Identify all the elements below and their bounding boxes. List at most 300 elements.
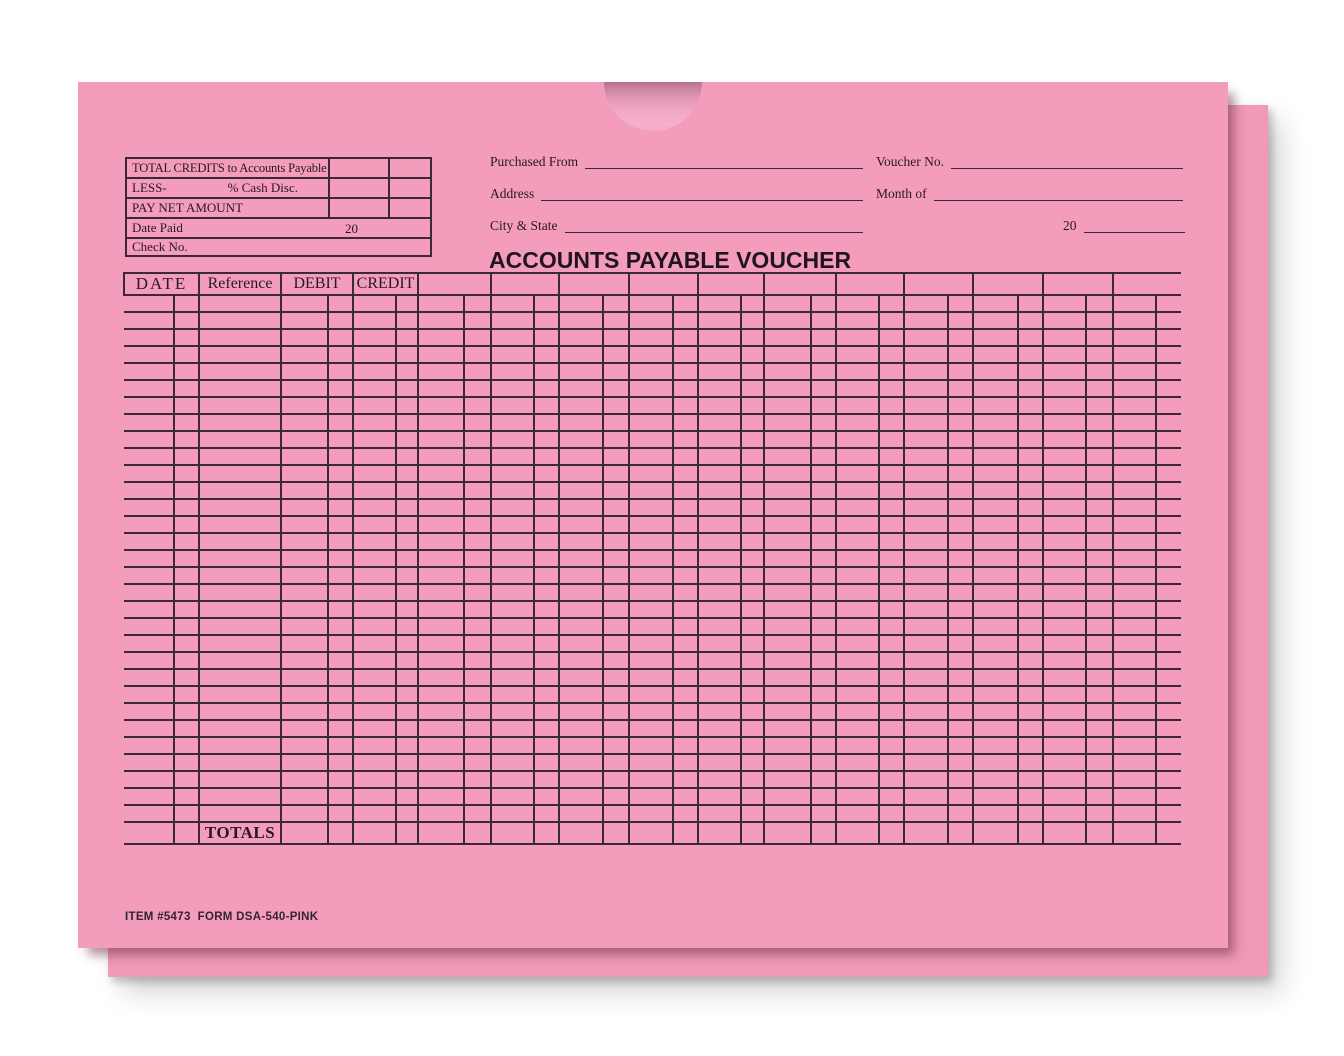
ledger-cell [904, 567, 948, 584]
ledger-cell [673, 805, 698, 822]
ledger-cell [879, 635, 904, 652]
ledger-cell [811, 516, 836, 533]
ledger-cell [124, 397, 174, 414]
ledger-cell [698, 380, 741, 397]
ledger-cell [1156, 771, 1181, 788]
ledger-cell [698, 482, 741, 499]
ledger-cell [904, 295, 948, 312]
ledger-cell [1113, 431, 1156, 448]
ledger-cell [396, 363, 418, 380]
ledger-cell [559, 380, 603, 397]
ledger-cell [464, 601, 491, 618]
ledger-cell [464, 720, 491, 737]
ledger-cell [1043, 720, 1086, 737]
ledger-row [124, 312, 1181, 329]
ledger-cell [673, 788, 698, 805]
ledger-cell [418, 788, 464, 805]
ledger-cell [698, 312, 741, 329]
ledger-cell [1018, 363, 1043, 380]
ledger-cell [973, 499, 1018, 516]
ledger-cell [973, 822, 1018, 844]
ledger-cell [948, 312, 973, 329]
ledger-cell [673, 448, 698, 465]
ledger-cell [199, 295, 281, 312]
ledger-cell [629, 652, 673, 669]
ledger-cell [174, 584, 199, 601]
ledger-header-blank [836, 273, 904, 295]
ledger-cell [1018, 295, 1043, 312]
ledger-cell [1086, 584, 1113, 601]
ledger-cell [174, 346, 199, 363]
ledger-header-blank [904, 273, 973, 295]
ledger-cell [199, 346, 281, 363]
ledger-cell [904, 329, 948, 346]
ledger-cell [973, 703, 1018, 720]
ledger-cell [836, 771, 879, 788]
ledger-cell [491, 771, 534, 788]
ledger-header-blank [973, 273, 1043, 295]
ledger-cell [1018, 499, 1043, 516]
ledger-cell [1086, 635, 1113, 652]
ledger-cell [1156, 618, 1181, 635]
ledger-cell [879, 686, 904, 703]
ledger-row [124, 618, 1181, 635]
ledger-cell [396, 431, 418, 448]
ledger-cell [1043, 754, 1086, 771]
ledger-cell [1113, 363, 1156, 380]
ledger-cell [464, 414, 491, 431]
ledger-cell [534, 567, 559, 584]
ledger-cell [353, 550, 396, 567]
ledger-cell [904, 669, 948, 686]
ledger-cell [1113, 686, 1156, 703]
ledger-cell [603, 533, 629, 550]
ledger-cell [174, 771, 199, 788]
ledger-cell [948, 618, 973, 635]
ledger-cell [741, 771, 764, 788]
ledger-cell [124, 635, 174, 652]
ledger-cell [534, 737, 559, 754]
ledger-cell [418, 669, 464, 686]
ledger-cell [904, 703, 948, 720]
ledger-cell [174, 465, 199, 482]
ledger-cell [534, 720, 559, 737]
ledger-cell [559, 618, 603, 635]
date-paid-cell [126, 218, 431, 238]
ledger-cell [534, 482, 559, 499]
ledger-cell [174, 805, 199, 822]
ledger-cell [353, 380, 396, 397]
ledger-cell [764, 652, 811, 669]
ledger-cell [673, 329, 698, 346]
ledger-cell [559, 448, 603, 465]
cash-disc-label: % Cash Disc. [227, 180, 298, 195]
ledger-cell [1018, 618, 1043, 635]
ledger-cell [673, 618, 698, 635]
page-title: ACCOUNTS PAYABLE VOUCHER [489, 247, 852, 273]
envelope-front [78, 82, 1228, 948]
ledger-cell [534, 822, 559, 844]
ledger-cell [328, 822, 353, 844]
ledger-cell [879, 346, 904, 363]
ledger-cell [741, 329, 764, 346]
ledger-cell [396, 567, 418, 584]
ledger-cell [811, 737, 836, 754]
ledger-cell [1043, 703, 1086, 720]
ledger-cell [328, 771, 353, 788]
ledger-header-blank [418, 273, 491, 295]
city-state-field [490, 216, 863, 233]
ledger-cell [904, 788, 948, 805]
ledger-cell [418, 822, 464, 844]
ledger-cell [1086, 431, 1113, 448]
ledger-cell [328, 567, 353, 584]
ledger-cell [811, 499, 836, 516]
ledger-totals-row [124, 822, 1181, 844]
ledger-cell [1018, 754, 1043, 771]
ledger-cell [396, 482, 418, 499]
ledger-cell [904, 652, 948, 669]
ledger-cell [559, 584, 603, 601]
ledger-cell [811, 635, 836, 652]
ledger-cell [698, 363, 741, 380]
ledger-cell [811, 295, 836, 312]
ledger-cell [836, 686, 879, 703]
ledger-cell [1018, 669, 1043, 686]
ledger-cell [1086, 788, 1113, 805]
ledger-cell [559, 312, 603, 329]
ledger-cell [1086, 346, 1113, 363]
ledger-cell [464, 754, 491, 771]
ledger-cell [353, 431, 396, 448]
ledger-cell [764, 754, 811, 771]
ledger-cell [328, 329, 353, 346]
ledger-cell [948, 788, 973, 805]
ledger-cell [464, 703, 491, 720]
ledger-cell [973, 295, 1018, 312]
ledger-cell [559, 652, 603, 669]
ledger-cell [174, 618, 199, 635]
ledger-cell [174, 686, 199, 703]
ledger-cell [603, 329, 629, 346]
ledger-cell [836, 448, 879, 465]
ledger-cell [1156, 414, 1181, 431]
ledger-cell [1113, 414, 1156, 431]
ledger-cell [174, 516, 199, 533]
ledger-cell [281, 516, 328, 533]
ledger-cell [764, 499, 811, 516]
ledger-cell [1156, 363, 1181, 380]
ledger-cell [603, 431, 629, 448]
ledger-cell [879, 465, 904, 482]
ledger-cell [904, 397, 948, 414]
ledger-cell [124, 788, 174, 805]
ledger-cell [1043, 652, 1086, 669]
ledger-cell [673, 771, 698, 788]
ledger-cell [879, 329, 904, 346]
ledger-cell [603, 414, 629, 431]
ledger-row [124, 295, 1181, 312]
ledger-cell [396, 822, 418, 844]
ledger-cell [879, 482, 904, 499]
ledger-cell [534, 346, 559, 363]
ledger-cell [1113, 720, 1156, 737]
ledger-cell [741, 482, 764, 499]
ledger-cell [328, 465, 353, 482]
ledger-cell [396, 329, 418, 346]
ledger-cell [1086, 771, 1113, 788]
ledger-cell [534, 669, 559, 686]
ledger-cell [836, 329, 879, 346]
ledger-cell [603, 516, 629, 533]
ledger-cell [603, 550, 629, 567]
ledger-cell [396, 618, 418, 635]
ledger-cell [1156, 788, 1181, 805]
ledger-cell [418, 550, 464, 567]
ledger-cell [673, 516, 698, 533]
ledger-cell [698, 550, 741, 567]
ledger-cell [1113, 295, 1156, 312]
ledger-cell [1156, 686, 1181, 703]
ledger-cell [836, 669, 879, 686]
ledger-cell [491, 737, 534, 754]
ledger-cell [328, 397, 353, 414]
ledger-cell [464, 380, 491, 397]
ledger-cell [1156, 805, 1181, 822]
ledger-cell [948, 550, 973, 567]
ledger-cell [464, 465, 491, 482]
ledger-row [124, 431, 1181, 448]
ledger-cell [124, 414, 174, 431]
ledger-cell [491, 448, 534, 465]
ledger-cell [603, 380, 629, 397]
ledger-cell [948, 822, 973, 844]
ledger-cell [559, 754, 603, 771]
ledger-cell [904, 448, 948, 465]
ledger-cell [396, 754, 418, 771]
ledger-cell [1086, 499, 1113, 516]
ledger-cell [741, 465, 764, 482]
ledger-cell [174, 601, 199, 618]
ledger-cell [199, 652, 281, 669]
ledger-cell [698, 465, 741, 482]
ledger-cell [281, 788, 328, 805]
ledger-cell [353, 397, 396, 414]
ledger-cell [1156, 635, 1181, 652]
ledger-cell [1043, 516, 1086, 533]
ledger-cell [124, 550, 174, 567]
date-paid-year-prefix: 20 [345, 221, 358, 236]
ledger-cell [174, 448, 199, 465]
ledger-row [124, 465, 1181, 482]
ledger-cell [1018, 465, 1043, 482]
summary-row-date-paid [126, 218, 431, 238]
ledger-cell [559, 295, 603, 312]
ledger-cell [534, 618, 559, 635]
ledger-cell [1018, 329, 1043, 346]
year-field [1063, 216, 1185, 233]
ledger-cell [904, 499, 948, 516]
ledger-cell [1043, 737, 1086, 754]
ledger-cell [464, 652, 491, 669]
ledger-cell [199, 584, 281, 601]
ledger-cell [559, 431, 603, 448]
ledger-cell [879, 669, 904, 686]
ledger-header-blank [764, 273, 836, 295]
ledger-row [124, 363, 1181, 380]
ledger-cell [741, 363, 764, 380]
ledger-cell [879, 652, 904, 669]
ledger-cell [741, 635, 764, 652]
ledger-cell [603, 737, 629, 754]
ledger-cell [418, 346, 464, 363]
ledger-cell [879, 516, 904, 533]
ledger-cell [673, 499, 698, 516]
ledger-cell [904, 686, 948, 703]
ledger-row [124, 788, 1181, 805]
ledger-cell [879, 788, 904, 805]
ledger-cell [124, 601, 174, 618]
ledger-cell [1018, 533, 1043, 550]
ledger-cell [559, 703, 603, 720]
ledger-cell [1113, 788, 1156, 805]
ledger-cell [464, 567, 491, 584]
ledger-cell [973, 805, 1018, 822]
ledger-cell [673, 380, 698, 397]
voucher-no-label: Voucher No. [876, 154, 944, 169]
ledger-cell [764, 312, 811, 329]
ledger-cell [836, 652, 879, 669]
ledger-cell [973, 533, 1018, 550]
ledger-cell [603, 346, 629, 363]
ledger-cell [948, 482, 973, 499]
ledger-cell [698, 414, 741, 431]
ledger-cell [464, 346, 491, 363]
ledger-cell [973, 771, 1018, 788]
ledger-cell [418, 533, 464, 550]
ledger-cell [353, 567, 396, 584]
ledger-cell [281, 805, 328, 822]
ledger-cell [629, 584, 673, 601]
ledger-cell [174, 550, 199, 567]
ledger-cell [534, 601, 559, 618]
ledger-cell [1018, 312, 1043, 329]
ledger-cell [741, 499, 764, 516]
ledger-cell [1086, 414, 1113, 431]
ledger-cell [1043, 380, 1086, 397]
ledger-cell [1113, 822, 1156, 844]
ledger-cell [603, 720, 629, 737]
ledger-cell [879, 414, 904, 431]
ledger-cell [396, 703, 418, 720]
ledger-cell [1113, 703, 1156, 720]
ledger-cell [973, 431, 1018, 448]
ledger-cell [491, 567, 534, 584]
ledger-cell [764, 448, 811, 465]
ledger-cell [491, 703, 534, 720]
ledger-cell [698, 771, 741, 788]
ledger-cell [174, 788, 199, 805]
ledger-cell [328, 499, 353, 516]
ledger-cell [1113, 397, 1156, 414]
ledger-cell [904, 363, 948, 380]
ledger-cell [559, 737, 603, 754]
ledger-cell [879, 822, 904, 844]
ledger-cell [328, 635, 353, 652]
ledger-cell [464, 584, 491, 601]
ledger-cell [534, 686, 559, 703]
ledger-cell [836, 482, 879, 499]
ledger-cell [396, 771, 418, 788]
ledger-cell [199, 635, 281, 652]
ledger-cell [1018, 397, 1043, 414]
ledger-row [124, 567, 1181, 584]
ledger-cell [328, 295, 353, 312]
ledger-cell [879, 703, 904, 720]
ledger-cell [124, 652, 174, 669]
ledger-cell [879, 584, 904, 601]
ledger-cell [603, 788, 629, 805]
ledger-cell [1156, 737, 1181, 754]
ledger-cell [328, 652, 353, 669]
ledger-cell [836, 618, 879, 635]
ledger-cell [948, 652, 973, 669]
ledger-cell [603, 635, 629, 652]
ledger-cell [1018, 788, 1043, 805]
ledger-cell [1018, 805, 1043, 822]
ledger-cell [904, 754, 948, 771]
ledger-cell [491, 754, 534, 771]
ledger-cell [534, 516, 559, 533]
ledger-cell [491, 822, 534, 844]
ledger-cell [1018, 550, 1043, 567]
ledger-cell [836, 805, 879, 822]
ledger-cell [741, 516, 764, 533]
cents-cell [389, 178, 431, 198]
ledger-cell [396, 448, 418, 465]
ledger-cell [1043, 414, 1086, 431]
ledger-row [124, 533, 1181, 550]
ledger-cell [464, 431, 491, 448]
ledger-cell [281, 822, 328, 844]
ledger-cell [948, 703, 973, 720]
ledger-header-reference: Reference [199, 273, 281, 295]
ledger-cell [1156, 703, 1181, 720]
ledger-cell [698, 754, 741, 771]
ledger-cell [1043, 329, 1086, 346]
ledger-cell [124, 346, 174, 363]
ledger-cell [396, 720, 418, 737]
ledger-cell [741, 584, 764, 601]
ledger-cell [124, 448, 174, 465]
ledger-cell [904, 618, 948, 635]
ledger-cell [124, 482, 174, 499]
ledger-row [124, 754, 1181, 771]
ledger-cell [534, 703, 559, 720]
ledger-cell [464, 363, 491, 380]
ledger-cell [764, 771, 811, 788]
ledger-cell [764, 669, 811, 686]
ledger-cell [199, 363, 281, 380]
ledger-cell [174, 669, 199, 686]
ledger-cell [904, 465, 948, 482]
ledger-cell [464, 482, 491, 499]
ledger-cell [629, 567, 673, 584]
ledger-cell [629, 771, 673, 788]
ledger-cell [491, 601, 534, 618]
ledger-cell [973, 635, 1018, 652]
ledger-cell [973, 652, 1018, 669]
